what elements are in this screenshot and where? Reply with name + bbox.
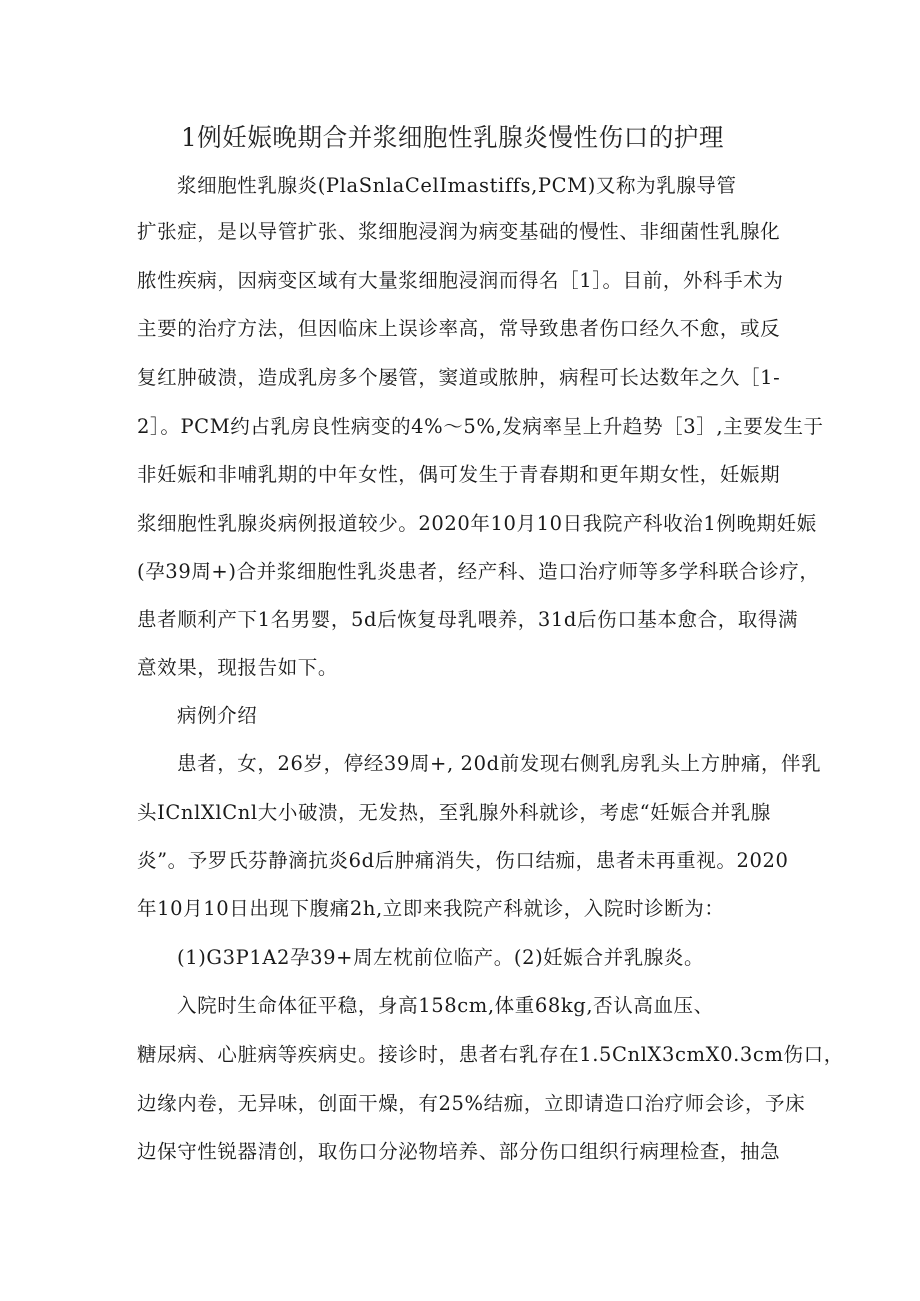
paragraph-line: 边缘内卷，无异味，创面干燥，有25%结痂，立即请造口治疗师会诊，予床 <box>137 1092 806 1115</box>
paragraph-line: 扩张症，是以导管扩张、浆细胞浸润为病变基础的慢性、非细菌性乳腺化 <box>137 220 781 243</box>
paragraph-line: 头ICnlXlCnl大小破溃，无发热，至乳腺外科就诊，考虑“妊娠合并乳腺 <box>137 801 771 824</box>
paragraph-line: 浆细胞性乳腺炎病例报道较少。2020年10月10日我院产科收治1例晚期妊娠 <box>137 512 817 535</box>
section-heading: 病例介绍 <box>177 704 258 727</box>
paragraph-line: 年10月10日出现下腹痛2h,立即来我院产科就诊，入院时诊断为： <box>137 897 725 920</box>
paragraph-line: 糖尿病、心脏病等疾病史。接诊时，患者右乳存在1.5CnlX3cmX0.3cm伤口， <box>137 1043 844 1066</box>
paragraph-line: (1)G3P1A2孕39+周左枕前位临产。(2)妊娠合并乳腺炎。 <box>177 946 705 969</box>
paragraph-line: 患者顺利产下1名男婴，5d后恢复母乳喂养，31d后伤口基本愈合，取得满 <box>137 608 799 631</box>
paragraph-line: 意效果，现报告如下。 <box>137 656 339 679</box>
paragraph-line: 患者，女，26岁，停经39周+, 20d前发现右侧乳房乳头上方肿痛，伴乳 <box>177 752 822 775</box>
paragraph-line: 边保守性锐器清创，取伤口分泌物培养、部分伤口组织行病理检查，抽急 <box>137 1140 781 1163</box>
paragraph-line: 浆细胞性乳腺炎(PlaSnlaCelImastiffs,PCM)又称为乳腺导管 <box>177 174 737 197</box>
document-title: 1例妊娠晚期合并浆细胞性乳腺炎慢性伤口的护理 <box>181 123 724 152</box>
paragraph-line: 脓性疾病，因病变区域有大量浆细胞浸润而得名［1］。目前，外科手术为 <box>137 269 784 292</box>
paragraph-line: 非妊娠和非哺乳期的中年女性，偶可发生于青春期和更年期女性，妊娠期 <box>137 463 781 486</box>
paragraph-line: 主要的治疗方法，但因临床上误诊率高，常导致患者伤口经久不愈，或反 <box>137 317 781 340</box>
paragraph-line: 入院时生命体征平稳，身高158cm,体重68kg,否认高血压、 <box>177 994 714 1017</box>
paragraph-line: 炎”。予罗氏芬静滴抗炎6d后肿痛消失，伤口结痂，患者未再重视。2020 <box>137 849 789 872</box>
paragraph-line: 复红肿破溃，造成乳房多个屡管，窦道或脓肿，病程可长达数年之久［1- <box>137 366 781 389</box>
paragraph-line: (孕39周+)合并浆细胞性乳炎患者，经产科、造口治疗师等多学科联合诊疗， <box>137 560 820 583</box>
paragraph-line: 2］。PCM约占乳房良性病变的4%〜5%,发病率呈上升趋势［3］,主要发生于 <box>137 415 824 438</box>
